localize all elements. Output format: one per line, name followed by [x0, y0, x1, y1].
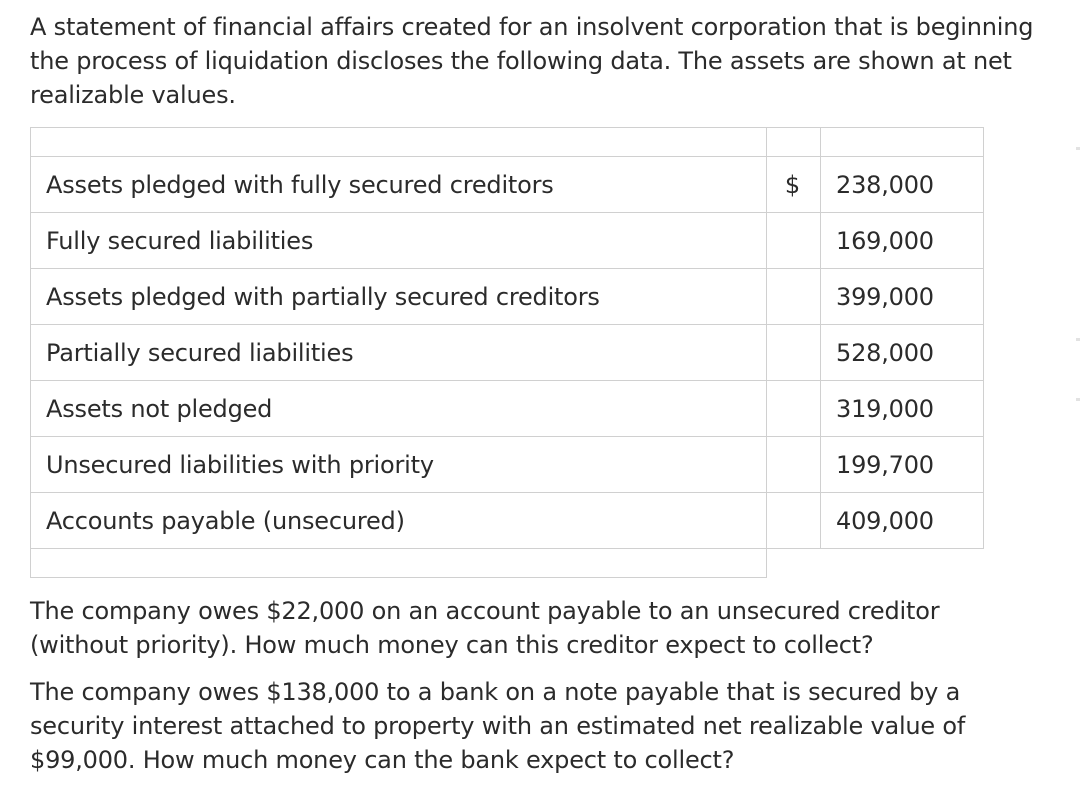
- table-row: [31, 269, 984, 325]
- row-label: Assets pledged with fully secured creditors: [31, 157, 767, 213]
- edge-divider: [1076, 147, 1080, 150]
- row-label: Assets pledged with partially secured creditors: [31, 269, 767, 325]
- row-amount: 199,700: [821, 437, 984, 493]
- table-row: [31, 493, 984, 549]
- row-amount: 319,000: [821, 381, 984, 437]
- currency-cell: [767, 493, 821, 549]
- footer-cell: [767, 549, 821, 578]
- currency-cell: [767, 437, 821, 493]
- header-cell: [821, 128, 984, 157]
- question-1: The company owes $22,000 on an account payable to an unsecured creditor (without priority). How much money can this creditor expect to collect?: [30, 597, 940, 659]
- row-amount: 169,000: [821, 213, 984, 269]
- edge-divider: [1076, 338, 1080, 341]
- table-row: [31, 325, 984, 381]
- currency-cell: [767, 325, 821, 381]
- financial-data-table: [30, 127, 984, 578]
- table-row: [31, 381, 984, 437]
- header-cell: [767, 128, 821, 157]
- intro-paragraph: A statement of financial affairs created for an insolvent corporation that is beginning the process of liquidation discloses the following data. The assets are shown at net realizable values.: [30, 13, 1034, 109]
- footer-cell: [821, 549, 984, 578]
- row-label: Partially secured liabilities: [31, 325, 767, 381]
- row-label: Accounts payable (unsecured): [31, 493, 767, 549]
- currency-cell: [767, 269, 821, 325]
- table-row: [31, 213, 984, 269]
- header-cell: [31, 128, 767, 157]
- row-amount: 528,000: [821, 325, 984, 381]
- edge-divider: [1076, 398, 1080, 401]
- row-label: Fully secured liabilities: [31, 213, 767, 269]
- question-2: The company owes $138,000 to a bank on a note payable that is secured by a security interest attached to property with an estimated net realizable value of $99,000. How much money can the bank expect to collect?: [30, 678, 966, 774]
- row-label: Assets not pledged: [31, 381, 767, 437]
- currency-cell: [767, 213, 821, 269]
- table-row: [31, 437, 984, 493]
- row-amount: 409,000: [821, 493, 984, 549]
- table-footer-row: [31, 549, 984, 578]
- row-amount: 238,000: [821, 157, 984, 213]
- table-header-row: [31, 128, 984, 157]
- footer-cell: [31, 549, 767, 578]
- currency-cell: [767, 381, 821, 437]
- currency-symbol: $: [767, 157, 821, 213]
- row-label: Unsecured liabilities with priority: [31, 437, 767, 493]
- row-amount: 399,000: [821, 269, 984, 325]
- table-row: [31, 157, 984, 213]
